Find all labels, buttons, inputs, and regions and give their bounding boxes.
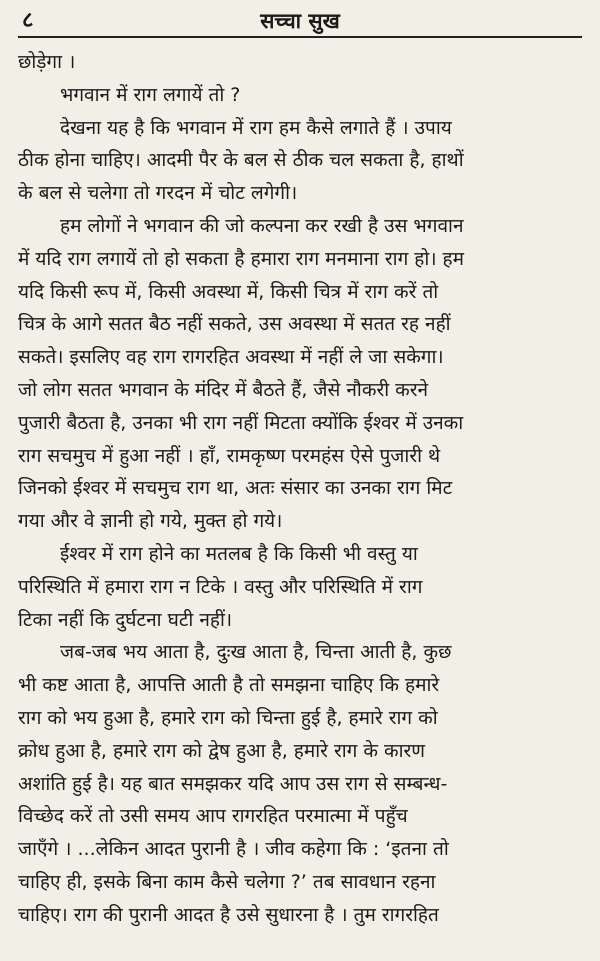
text-line: सकते। इसलिए वह राग रागरहित अवस्था में नहीं ले जा सकेगा। (18, 346, 444, 369)
text-line: चित्र के आगे सतत बैठ नहीं सकते, उस अवस्था में सतत रह नहीं (18, 313, 451, 336)
text-line: अशांति हुई है। यह बात समझकर यदि आप उस राग से सम्बन्ध- (18, 772, 448, 795)
text-line: छोड़ेगा । (18, 51, 76, 73)
body-text (18, 46, 582, 932)
text-line: में यदि राग लगायें तो हो सकता है हमारा राग मनमाना राग हो। हम (18, 247, 465, 270)
text-line: जो लोग सतत भगवान के मंदिर में बैठते हैं, जैसे नौकरी करने (18, 378, 429, 401)
text-line: क्रोध हुआ है, हमारे राग को द्वेष हुआ है, हमारे राग के कारण (18, 739, 426, 762)
running-title: सच्चा सुख (260, 9, 340, 33)
text-line: यदि किसी रूप में, किसी अवस्था में, किसी चित्र में राग करें तो (18, 280, 439, 303)
text-line: चाहिए। राग की पुरानी आदत है उसे सुधारना है । तुम रागरहित (18, 903, 439, 926)
page-header (18, 6, 582, 38)
text-line: चाहिए ही, इसके बिना काम कैसे चलेगा ?’ तब सावधान रहना (18, 870, 436, 893)
text-line: के बल से चलेगा तो गरदन में चोट लगेगी। (18, 182, 298, 205)
text-line: गया और वे ज्ञानी हो गये, मुक्त हो गये। (18, 510, 283, 533)
text-line: ठीक होना चाहिए। आदमी पैर के बल से ठीक चल सकता है, हाथों (18, 149, 464, 172)
text-line: हम लोगों ने भगवान की जो कल्पना कर रखी है उस भगवान (60, 214, 464, 237)
text-line: ईश्वर में राग होने का मतलब है कि किसी भी वस्तु या (60, 542, 418, 565)
text-line: टिका नहीं कि दुर्घटना घटी नहीं। (18, 608, 233, 631)
text-line: राग सचमुच में हुआ नहीं । हाँ, रामकृष्ण परमहंस ऐसे पुजारी थे (18, 444, 441, 467)
text-line: परिस्थिति में हमारा राग न टिके । वस्तु और परिस्थिति में राग (18, 575, 423, 598)
text-line: जाएँगे । ...लेकिन आदत पुरानी है । जीव कहेगा कि : ‘इतना तो (18, 838, 449, 861)
text-line: जब-जब भय आता है, दुःख आता है, चिन्ता आती है, कुछ (60, 641, 452, 664)
text-line: पुजारी बैठता है, उनका भी राग नहीं मिटता क्योंकि ईश्वर में उनका (18, 411, 464, 434)
page-number: ८ (22, 8, 34, 33)
text-line: विच्छेद करें तो उसी समय आप रागरहित परमात्मा में पहुँच (18, 805, 408, 828)
text-line: भी कष्ट आता है, आपत्ति आती है तो समझना चाहिए कि हमारे (18, 674, 440, 697)
text-line: राग को भय हुआ है, हमारे राग को चिन्ता हुई है, हमारे राग को (18, 706, 438, 729)
text-line: जिनको ईश्वर में सचमुच राग था, अतः संसार का उनका राग मिट (18, 477, 453, 500)
text-line: देखना यह है कि भगवान में राग हम कैसे लगाते हैं । उपाय (60, 116, 452, 139)
text-line: भगवान में राग लगायें तो ? (60, 83, 241, 106)
